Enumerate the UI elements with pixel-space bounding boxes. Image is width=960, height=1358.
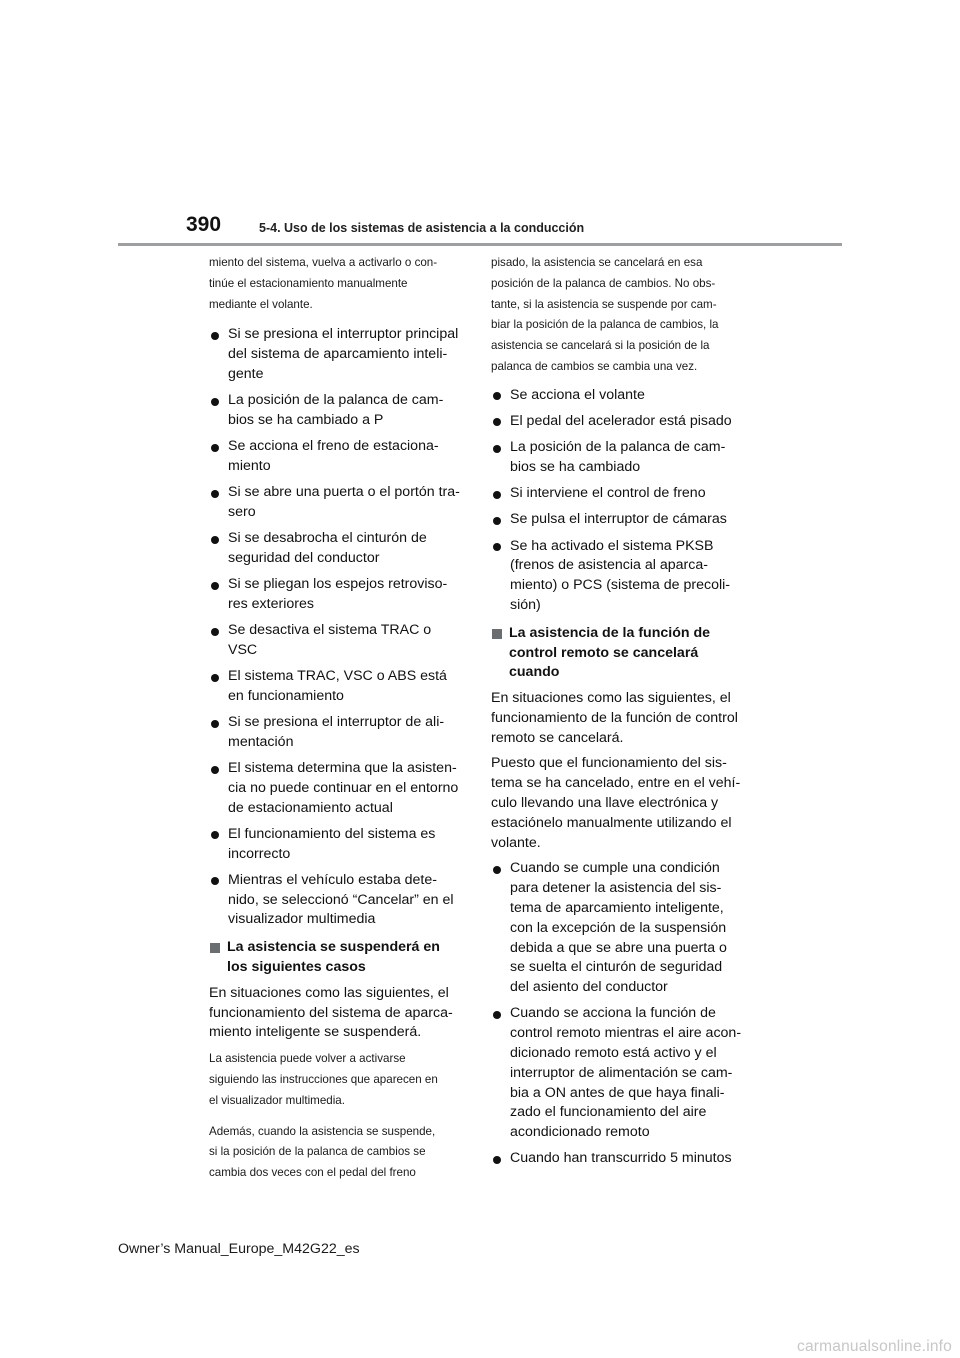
bullet-icon (493, 392, 501, 400)
right-bullet-list (491, 386, 749, 616)
section-heading (491, 624, 749, 683)
bullet-icon (493, 445, 501, 453)
bullet-icon (211, 877, 219, 885)
list-item (209, 575, 467, 615)
list-item-text: Si se abre una puerta o el portón tra- sero (228, 484, 460, 520)
section-title: 5-4. Uso de los sistemas de asistencia a la conducción (259, 221, 585, 235)
right-column (491, 253, 749, 1176)
bullet-icon (211, 674, 219, 682)
list-item-text: Se acciona el freno de estaciona- miento (228, 438, 439, 474)
list-item-text: El pedal del acelerador está pisado (510, 412, 732, 429)
note-text: Además, cuando la asistencia se suspende, si la posición de la palanca de cambios se cambia dos veces con el pedal del freno (209, 1124, 436, 1180)
list-item-text: Si se pliegan los espejos retroviso- res exteriores (228, 576, 448, 612)
watermark: carmanualsonline.info (797, 1338, 952, 1355)
bullet-icon (493, 517, 501, 525)
list-item-text: Cuando han transcurrido 5 minutos (510, 1150, 732, 1167)
list-item-text: El sistema determina que la asisten- cia no puede continuar en el entorno de estacionamiento actual (228, 760, 459, 816)
list-item-text: Cuando se acciona la función de control remoto mientras el aire acon- dicionado remoto está activo y el interruptor de alimentación se cam- bia a ON antes de que haya finali- zado el funcionamiento del aire acondicionado remoto (510, 1005, 742, 1141)
header-rule (118, 243, 842, 246)
body-paragraph: Puesto que el funcionamiento del sis- tema se ha cancelado, entre en el vehí- culo llevando una llave electrónica y estaciónelo manualmente utilizando el volante. (491, 755, 741, 851)
section-heading-text: La asistencia de la función de control remoto se cancelará cuando (509, 624, 711, 681)
bullet-icon (493, 543, 501, 551)
list-item-text: Si se presiona el interruptor de ali- mentación (228, 714, 445, 750)
list-item (209, 667, 467, 707)
list-item-text: El sistema TRAC, VSC o ABS está en funcionamiento (228, 668, 447, 704)
bullet-icon (211, 831, 219, 839)
list-item-text: Se pulsa el interruptor de cámaras (510, 511, 727, 528)
list-item (209, 871, 467, 930)
page-number: 390 (186, 213, 222, 236)
list-item (491, 537, 749, 616)
list-item (209, 713, 467, 753)
bullet-icon (211, 332, 219, 340)
bullet-icon (493, 1156, 501, 1164)
bullet-icon (211, 490, 219, 498)
list-item-text: Cuando se cumple una condición para detener la asistencia del sis- tema de aparcamiento inteligente, con la excepción de la suspensión debida a que se abre una puerta o se suelta el cinturón de seguridad del asiento del conductor (510, 860, 727, 996)
bullet-icon (211, 766, 219, 774)
list-item-text: La posición de la palanca de cam- bios se ha cambiado a P (228, 392, 444, 428)
list-item (491, 412, 749, 432)
list-item (209, 759, 467, 818)
square-bullet-icon (492, 629, 502, 639)
list-item (491, 510, 749, 530)
list-item-text: Se desactiva el sistema TRAC o VSC (228, 622, 432, 658)
list-item (209, 825, 467, 865)
body-paragraph: En situaciones como las siguientes, el funcionamiento del sistema de aparca- miento inteligente se suspenderá. (209, 984, 453, 1041)
bullet-icon (493, 866, 501, 874)
list-item (491, 438, 749, 478)
left-intro-text: miento del sistema, vuelva a activarlo o con- tinúe el estacionamiento manualmente mediante el volante. (209, 256, 438, 311)
list-item (209, 529, 467, 569)
right-bullet-list-2 (491, 859, 749, 1169)
section-heading-text: La asistencia se suspenderá en los siguientes casos (227, 939, 440, 975)
body-paragraph: En situaciones como las siguientes, el funcionamiento de la función de control remoto se cancelará. (491, 690, 738, 746)
bullet-icon (211, 398, 219, 406)
list-item (209, 325, 467, 384)
bullet-icon (493, 1011, 501, 1019)
list-item (491, 386, 749, 406)
list-item-text: La posición de la palanca de cam- bios se ha cambiado (510, 439, 726, 475)
list-item-text: Si se presiona el interruptor principal del sistema de aparcamiento inteli- gente (228, 326, 459, 382)
list-item-text: Se acciona el volante (510, 386, 645, 403)
square-bullet-icon (210, 943, 220, 953)
bullet-icon (493, 491, 501, 499)
manual-id: Owner’s Manual_Europe_M42G22_es (118, 1241, 360, 1257)
left-column (209, 253, 467, 1194)
list-item-text: El funcionamiento del sistema es incorrecto (228, 825, 436, 862)
bullet-icon (211, 536, 219, 544)
list-item (491, 1004, 749, 1143)
list-item-text: Se ha activado el sistema PKSB (frenos de asistencia al aparca- miento) o PCS (sistema de precoli- sión) (510, 537, 730, 613)
list-item (209, 391, 467, 431)
list-item (491, 484, 749, 504)
bullet-icon (211, 720, 219, 728)
bullet-icon (211, 582, 219, 590)
list-item-text: Si interviene el control de freno (510, 485, 706, 502)
list-item (209, 621, 467, 661)
list-item (209, 437, 467, 477)
list-item (491, 859, 749, 998)
section-heading (209, 938, 467, 978)
bullet-icon (493, 418, 501, 426)
list-item (491, 1149, 749, 1169)
bullet-icon (211, 628, 219, 636)
list-item (209, 483, 467, 523)
left-bullet-list (209, 325, 467, 930)
list-item-text: Mientras el vehículo estaba dete- nido, se seleccionó “Cancelar” en el visualizador multimedia (228, 871, 454, 928)
list-item-text: Si se desabrocha el cinturón de seguridad del conductor (228, 530, 427, 566)
bullet-icon (211, 444, 219, 452)
note-text: La asistencia puede volver a activarse siguiendo las instrucciones que aparecen en el visualizador multimedia. (209, 1052, 438, 1107)
right-intro-text: pisado, la asistencia se cancelará en esa posición de la palanca de cambios. No obs- tante, si la asistencia se suspende por cam- biar la posición de la palanca de cambios, la asistencia se cancelará si la posición de la palanca de cambios se cambia una vez. (491, 256, 719, 373)
